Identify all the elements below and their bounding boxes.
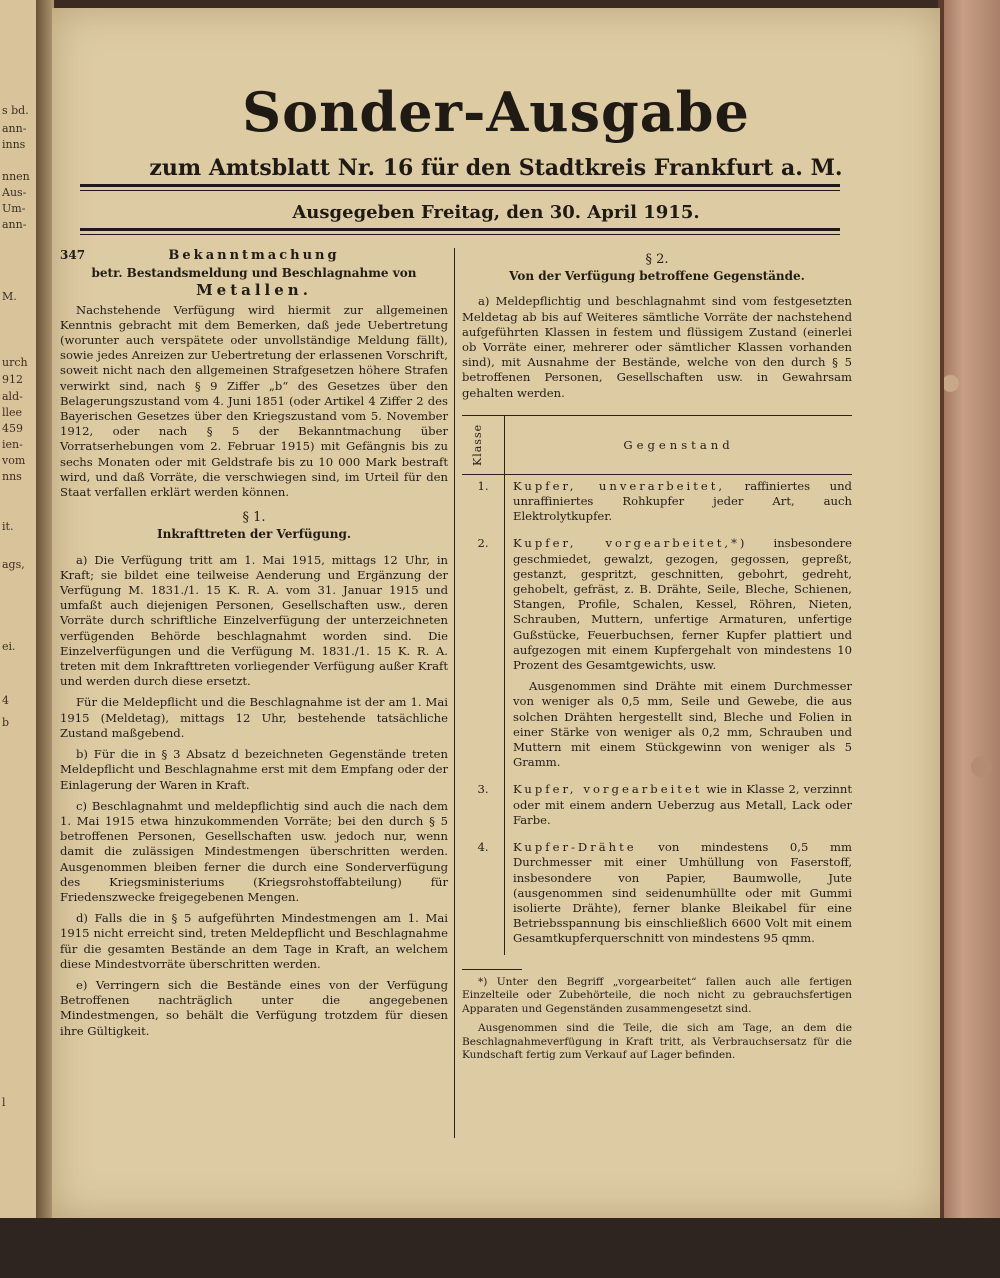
edge-text: M. xyxy=(2,290,17,303)
row-text: wie in Klasse 2, verzinnt oder mit einem andern Ueberzug aus Metall, Lack oder Farbe. xyxy=(513,782,852,827)
section-title: Inkrafttreten der Verfügung. xyxy=(156,527,352,542)
paragraph: b) Für die in § 3 Absatz d bezeichneten Gegenstände treten Meldepflicht und Beschlagnahme erst mit dem Empfang oder der Einlagerung der Waren in Kraft. xyxy=(60,747,448,792)
paragraph: Für die Meldepflicht und die Beschlagnahme ist der am 1. Mai 1915 (Meldetag), mittags 12 Uhr, bestehende tatsächliche Zustand maßgebend. xyxy=(60,695,448,740)
footnote-text: *) Unter den Begriff „vorgearbeitet“ fallen auch alle fertigen Einzelteile oder Zubehörteile, die noch nicht zu gebrauchsfertigen Apparaten und Gegenständen zusammengesetzt sind. xyxy=(462,975,852,1015)
edge-text: llee xyxy=(2,406,23,419)
edge-text: ald- xyxy=(2,390,23,403)
row-klasse: 3. xyxy=(462,778,505,836)
header-rule xyxy=(80,184,840,187)
row-gegenstand xyxy=(505,778,852,836)
book-cover-bottom xyxy=(0,1218,1000,1278)
table-row xyxy=(462,836,852,954)
page-subtitle: zum Amtsblatt Nr. 16 für den Stadtkreis Frankfurt a. M. xyxy=(149,155,843,181)
goods-table xyxy=(462,415,852,955)
table-row xyxy=(462,778,852,836)
section-title: Von der Verfügung betroffene Gegenstände. xyxy=(509,269,805,284)
issue-date: Ausgegeben Freitag, den 30. April 1915. xyxy=(292,202,700,223)
notice-subject: Metallen. xyxy=(196,281,312,300)
table-header xyxy=(462,416,852,475)
edge-text: Aus- xyxy=(2,186,27,199)
table-row xyxy=(462,475,852,533)
page-title: Sonder-Ausgabe xyxy=(242,80,750,144)
notice-number: 347 xyxy=(60,248,86,262)
edge-text: s bd. xyxy=(2,104,29,117)
marbled-binding xyxy=(938,0,1000,1278)
edge-text: l xyxy=(2,1096,6,1109)
notice-subheading: betr. Bestandsmeldung und Beschlagnahme von xyxy=(91,266,417,281)
row-gegenstand xyxy=(505,475,852,533)
header-label: Klasse xyxy=(471,423,484,466)
column-divider xyxy=(454,248,455,1138)
edge-text: ags, xyxy=(2,558,25,571)
footnote xyxy=(462,976,852,1063)
left-column xyxy=(60,248,448,1045)
row-text: insbesondere geschmiedet, gewalzt, gezogen, gegossen, gepreßt, gestanzt, gespritzt, geschnitten, gebohrt, gedreht, gehobelt, gefräst, z. B. Drähte, Seile, Bleche, Schienen, Stangen, Profile, Schalen, Kessel, Röhren, Nieten, Schrauben, Muttern, unfertige Armaturen, unfertige Gußstücke, Feuerbuchsen, ferner Kupfer plattiert und aufgezogen mit einem Kupfergehalt von mindestens 10 Prozent des Gesamtgewichts, usw. xyxy=(513,536,852,673)
footnote-text: Ausgenommen sind die Teile, die sich am Tage, an dem die Beschlagnahmeverfügung in Kraft tritt, als Verbrauchsersatz für die Kundschaft fertig zum Verkauf auf Lager befinden. xyxy=(462,1022,852,1062)
edge-text: urch xyxy=(2,356,28,369)
previous-page-edge xyxy=(0,0,39,1278)
document-page xyxy=(52,8,940,1218)
paragraph: d) Falls die in § 5 aufgeführten Mindestmengen am 1. Mai 1915 nicht erreicht sind, treten Meldepflicht und Beschlagnahme für die gesamten Bestände an dem Tage in Kraft, an welchem diese Mindestvorräte überschritten werden. xyxy=(60,911,448,971)
row-gegenstand xyxy=(505,532,852,778)
header-rule xyxy=(80,234,840,235)
paragraph: e) Verringern sich die Bestände eines von der Verfügung Betroffenen nachträglich unter die angegebenen Mindestmengen, so behält die Verfügung trotzdem für diesen ihre Gültigkeit. xyxy=(60,977,448,1038)
edge-text: inns xyxy=(2,138,26,151)
row-klasse: 4. xyxy=(462,836,505,954)
header-cell-gegenstand: Gegenstand xyxy=(623,437,734,452)
row-text: von mindestens 0,5 mm Durchmesser mit einer Umhüllung von Faserstoff, insbesondere von Papier, Baumwolle, Jute (ausgenommen sind seidenumhüllte oder mit Gummi isolierte Drähte), ferner blanke Bleikabel für eine Betriebsspannung bis einschließlich 6600 Volt mit einem Gesamtkupferquerschnitt von mindestens 95 qmm. xyxy=(513,840,852,946)
edge-text: it. xyxy=(2,520,14,533)
row-term: Kupfer, vorgearbeitet,*) xyxy=(513,536,748,551)
edge-text: 912 xyxy=(2,373,23,386)
edge-text: ann- xyxy=(2,122,27,135)
row-term: Kupfer, unverarbeitet, xyxy=(513,478,726,493)
header-rule xyxy=(80,228,840,231)
paragraph: c) Beschlagnahmt und meldepflichtig sind auch die nach dem 1. Mai 1915 etwa hinzukommenden Vorräte; bei den durch § 5 betroffenen Personen, Gesellschaften usw. jedoch nur, wenn damit die zulässigen Mindestmengen überschritten werden. Ausgenommen bleiben ferner die durch eine Sonderverfügung des Kriegsministeriums (Kriegsrohstoffabteilung) für Friedenszwecke freigegebenen Mengen. xyxy=(60,798,448,904)
edge-text: 4 xyxy=(2,694,9,707)
edge-text: nns xyxy=(2,470,22,483)
edge-text: ei. xyxy=(2,640,16,653)
edge-text: ien- xyxy=(2,438,23,451)
row-klasse: 2. xyxy=(462,532,505,778)
paragraph: a) Die Verfügung tritt am 1. Mai 1915, mittags 12 Uhr, in Kraft; sie bildet eine teilweise Aenderung und Ergänzung der Verfügung M. 1831./1. 15 K. R. A. vom 31. Januar 1915 und umfaßt auch diejenigen Personen, Gesellschaften usw., deren Vorräte durch schriftliche Einzelverfügung der unterzeichneten verfügenden Behörde beschlagnahmt worden sind. Die Einzelverfügungen und die Verfügung M. 1831./1. 15 K. R. A. treten mit dem Inkrafttreten vorliegender Verfügung außer Kraft und werden durch diese ersetzt. xyxy=(60,552,448,689)
paragraph: a) Meldepflichtig und beschlagnahmt sind vom festgesetzten Meldetag ab bis auf Weiteres sämtliche Vorräte der nachstehend aufgeführten Klassen in festem und flüssigem Zustand (einerlei ob Vorräte einer, mehrerer oder sämtlicher Klassen vorhanden sind), mit Ausnahme der Bestände, welche von den durch § 5 betroffenen Personen, Gesellschaften usw. in Gewahrsam gehalten werden. xyxy=(462,294,852,400)
table-row xyxy=(462,532,852,778)
edge-text: Um- xyxy=(2,202,26,215)
section-number: § 2. xyxy=(645,252,669,267)
row-term: Kupfer-Drähte xyxy=(513,840,637,855)
right-column xyxy=(462,248,852,1069)
edge-text: vom xyxy=(2,454,26,467)
row-note: Ausgenommen sind Drähte mit einem Durchmesser von weniger als 0,5 mm, Seile und Gewebe, die aus solchen Drähten hergestellt sind, Bleche und Folien in einer Stärke von weniger als 0,2 mm, Schrauben und Muttern mit einem Stückgewinn von weniger als 5 Gramm. xyxy=(513,679,852,770)
notice-heading: Bekanntmachung xyxy=(168,248,340,263)
edge-text: nnen xyxy=(2,170,30,183)
edge-text: b xyxy=(2,716,10,729)
row-klasse: 1. xyxy=(462,475,505,533)
section-number: § 1. xyxy=(242,510,266,526)
row-text: raffiniertes und unraffiniertes Rohkupfer jeder Art, auch Elektrolytkupfer. xyxy=(513,478,852,524)
row-term: Kupfer, vorgearbeitet xyxy=(513,782,703,797)
notice-intro: Nachstehende Verfügung wird hiermit zur allgemeinen Kenntnis gebracht mit dem Bemerken, daß jede Uebertretung (worunter auch verspätete oder unvollständige Meldung fällt), sowie jedes Anreizen zur Uebertretung der erlassenen Vorschrift, soweit nicht nach den allgemeinen Strafgesetzen höhere Strafen verwirkt sind, nach § 9 Ziffer „b“ des Gesetzes über den Belagerungszustand vom 4. Juni 1851 (oder Artikel 4 Ziffer 2 des Bayerischen Gesetzes über den Kriegszustand vom 5. November 1912, oder nach § 5 der Bekanntmachung über Vorratserhebungen vom 2. Februar 1915) mit Gefängnis bis zu sechs Monaten oder mit Geldstrafe bis zu 10 000 Mark bestraft wird, und daß Vorräte, die verschwiegen sind, im Urteil für den Staat verfallen erklärt werden können. xyxy=(60,302,448,500)
header-cell-klasse xyxy=(462,416,505,474)
row-gegenstand xyxy=(505,836,852,954)
header-rule xyxy=(80,190,840,191)
footnote-rule xyxy=(462,969,522,970)
edge-text: ann- xyxy=(2,218,27,231)
edge-text: 459 xyxy=(2,422,23,435)
